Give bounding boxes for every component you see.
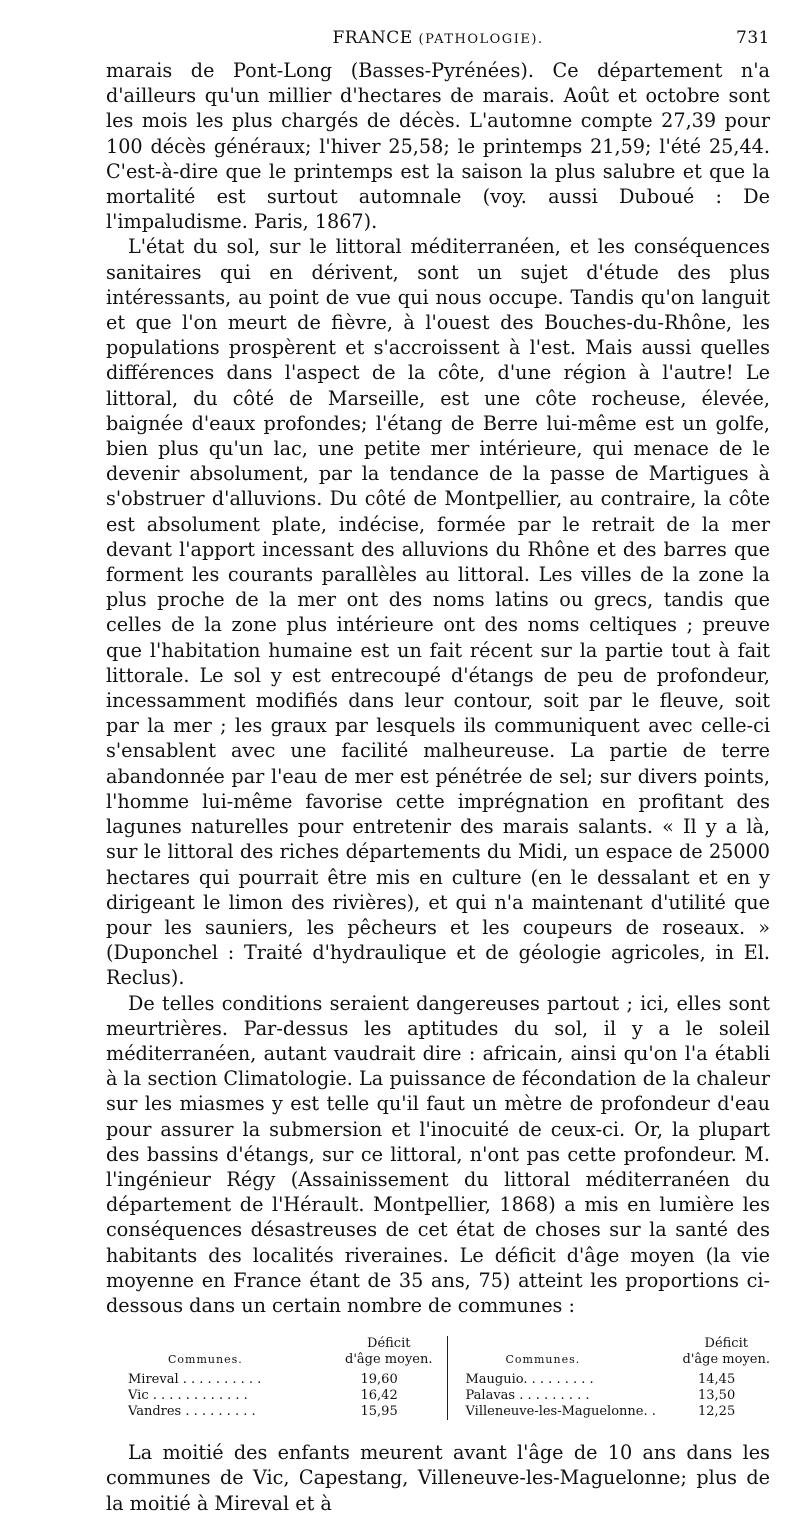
deficit-table [128,1336,770,1420]
title-main: FRANCE [332,28,413,48]
table-row: Mireval . . . . . . . . . . 19,60 [128,1372,398,1388]
running-title [106,28,770,48]
page-number: 731 [736,28,770,48]
paragraph-2: L'état du sol, sur le littoral méditerranéen, et les conséquences sanitaires qui en dérivent, sont un sujet d'étude des plus intéressants, au point de vue qui nous occupe. Tandis qu'on languit et que l'on meurt de fièvre, à l'ouest des Bouches-du-Rhône, les populations prospèrent et s'accroissent à l'est. Mais aussi quelles différences dans l'aspect de la côte, d'une région à l'autre! Le littoral, du côté de Marseille, est une côte rocheuse, élevée, baignée d'eaux profondes; l'étang de Berre lui-même est un golfe, bien plus qu'un lac, une petite mer intérieure, qui menace de le devenir absolument, par la tendance de la passe de Martigues à s'obstruer d'alluvions. Du côté de Montpellier, au contraire, la côte est absolument plate, indécise, formée par le retrait de la mer devant l'apport incessant des alluvions du Rhône et des barres que forment les courants parallèles au littoral. Les villes de la zone la plus proche de la mer ont des noms latins ou grecs, tandis que celles de la zone plus intérieure ont des noms celtiques ; preuve que l'habitation humaine est un fait récent sur la partie tout à fait littorale. Le sol y est entrecoupé d'étangs de peu de profondeur, incessamment modifiés dans leur contour, soit par le fleuve, soit par la mer ; les graux par lesquels ils communiquent avec celle-ci s'ensablent avec une facilité malheureuse. La partie de terre abandonnée par l'eau de mer est pénétrée de sel; sur divers points, l'homme lui-même favorise cette imprégnation en profitant des lagunes naturelles pour entretenir des marais salants. « Il y a là, sur le littoral des riches départements du Midi, un espace de 25000 hectares qui pourrait être mis en culture (en le dessalant et en y dirigeant le limon des rivières), et qui n'a maintenant d'utilité que pour les sauniers, les pêcheurs et les coupeurs de roseaux. » (Duponchel : Traité d'hydraulique et de géologie agricoles, in El. Reclus). [106,235,770,990]
body-text [106,58,770,1318]
table-row: Palavas . . . . . . . . . 13,50 [465,1388,736,1404]
header-deficit: Déficit d'âge moyen. [682,1336,770,1368]
table-left-column [128,1336,448,1420]
header-communes: Communes. [168,1353,243,1367]
table-row: Vandres . . . . . . . . . 15,95 [128,1404,398,1420]
header-deficit: Déficit d'âge moyen. [345,1336,433,1368]
paragraph-1: marais de Pont-Long (Basses-Pyrénées). Ce département n'a d'ailleurs qu'un millier d'hectares de marais. Août et octobre sont les mois les plus chargés de décès. L'automne compte 27,39 pour 100 décès généraux; l'hiver 25,58; le printemps 21,59; l'été 25,44. C'est-à-dire que le printemps est la saison la plus salubre et que la mortalité est surtout automnale (voy. aussi Duboué : De l'impaludisme. Paris, 1867). [106,59,770,234]
table-row: Mauguio. . . . . . . . . 14,45 [465,1372,736,1388]
table-right-column [466,1336,771,1420]
running-header [106,28,770,58]
paragraph-4: La moitié des enfants meurent avant l'âge de 10 ans dans les communes de Vic, Capestang, Villeneuve-les-Maguelonne; plus de la moitié à Mireval et à [106,1441,770,1515]
header-communes: Communes. [505,1353,581,1367]
paragraph-3: De telles conditions seraient dangereuses partout ; ici, elles sont meurtrières. Par-dessus les aptitudes du sol, il y a le soleil méditerranéen, autant vaudrait dire : africain, ainsi qu'on l'a établi à la section Climatologie. La puissance de fécondation de la chaleur sur les miasmes y est telle qu'il faut un mètre de profondeur d'eau pour assurer la submersion et l'inocuité de ceux-ci. Or, la plupart des bassins d'étangs, sur ce littoral, n'ont pas cette profondeur. M. l'ingénieur Régy (Assainissement du littoral méditerranéen du département de l'Hérault. Montpellier, 1868) a mis en lumière les conséquences désastreuses de cet état de choses sur la santé des habitants des localités riveraines. Le déficit d'âge moyen (la vie moyenne en France étant de 35 ans, 75) atteint les proportions ci-dessous dans un certain nombre de communes : [106,991,770,1317]
title-sub: (PATHOLOGIE). [418,32,544,47]
closing-text [106,1440,770,1516]
table-row: Vic . . . . . . . . . . . . 16,42 [128,1388,398,1404]
table-header [128,1336,433,1368]
table-row: Villeneuve-les-Maguelonne. . 12,25 [465,1404,736,1420]
table-header [466,1336,771,1368]
